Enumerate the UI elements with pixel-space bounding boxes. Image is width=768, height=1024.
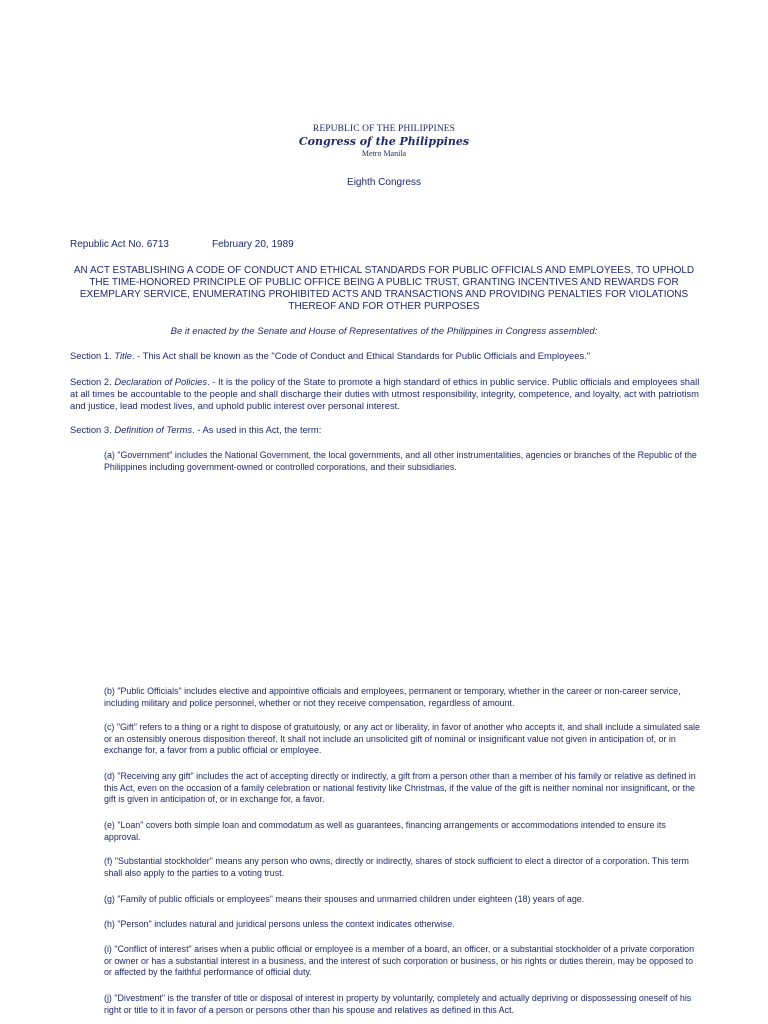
metro-manila-heading: Metro Manila: [361, 149, 407, 158]
section-3-heading: Definition of Terms: [114, 424, 193, 435]
definition-h: (h) "Person" includes natural and juridical persons unless the context indicates otherwise.: [104, 919, 455, 929]
section-2-heading: Declaration of Policies: [114, 376, 208, 387]
act-number-line: [70, 239, 294, 250]
definition-i: (i) "Conflict of interest" arises when a public official or employee is a member of a board, an officer, or a substantial stockholder of a private corporation or owner or has a substantial interest in a business, and the interest of such corporation or business, or his rights or duties therein, may be opposed to or affected by the faithful performance of official duty.: [104, 944, 695, 977]
enacting-clause: Be it enacted by the Senate and House of Representatives of the Philippines in Congress assembled:: [170, 326, 598, 337]
document-header: [0, 124, 768, 159]
section-2: [70, 376, 700, 412]
act-title: AN ACT ESTABLISHING A CODE OF CONDUCT AND ETHICAL STANDARDS FOR PUBLIC OFFICIALS AND EMPLOYEES, TO UPHOLD THE TIME-HONORED PRINCIPLE OF PUBLIC OFFICE BEING A PUBLIC TRUST, GRANTING INCENTIVES AND REWARDS FOR EXEMPLARY SERVICE, ENUMERATING PROHIBITED ACTS AND TRANSACTIONS AND PROVIDING PENALTIES FOR VIOLATIONS THEREOF AND FOR OTHER PURPOSES: [73, 265, 695, 312]
definition-b: (b) "Public Officials" includes elective and appointive officials and employees, permanent or temporary, whether in the career or non-career service, including military and police personnel, whether or not they receive compensation, regardless of amount.: [104, 686, 681, 708]
section-2-text: . - It is the policy of the State to promote a high standard of ethics in public service. Public officials and employees shall at all times be accountable to the people and shall discharge their duties with utmost responsibility, integrity, competence, and loyalty, act with patriotism and justice, lead modest lives, and uphold public interest over personal interest.: [70, 376, 700, 411]
section-3-text: . - As used in this Act, the term:: [192, 424, 322, 435]
section-1-text: . - This Act shall be known as the "Code of Conduct and Ethical Standards for Public Officials and Employees.": [131, 350, 591, 361]
act-date: February 20, 1989: [212, 239, 294, 250]
definition-c: (c) "Gift" refers to a thing or a right to dispose of gratuitously, or any act or liberality, in favor of another who accepts it, and shall include a simulated sale or an ostensibly onerous disposition thereof. It shall not include an unsolicited gift of nominal or insignificant value not given in anticipation of, or in exchange for, a favor from a public official or employee.: [104, 722, 700, 755]
section-1-prefix: Section 1.: [70, 350, 115, 361]
section-3-prefix: Section 3.: [70, 424, 115, 435]
definition-g: (g) "Family of public officials or employees" means their spouses and unmarried children under eighteen (18) years of age.: [104, 894, 585, 904]
definition-e: (e) "Loan" covers both simple loan and commodatum as well as guarantees, financing arrangements or accommodations intended to ensure its approval.: [104, 820, 666, 842]
act-number: Republic Act No. 6713: [70, 239, 169, 250]
section-1: [70, 350, 700, 362]
republic-heading: REPUBLIC OF THE PHILIPPINES: [312, 124, 456, 134]
congress-heading: Congress of the Philippines: [298, 135, 470, 148]
definition-d: (d) "Receiving any gift" includes the act of accepting directly or indirectly, a gift from a person other than a member of his family or relative as defined in this Act, even on the occasion of a family celebration or national festivity like Christmas, if the value of the gift is neither nominal nor insignificant, or the gift is given in anticipation of, or in exchange for, a favor.: [104, 771, 696, 804]
congress-session: Eighth Congress: [347, 177, 421, 188]
definition-j: (j) "Divestment" is the transfer of title or disposal of interest in property by voluntarily, completely and actually depriving or dispossessing oneself of his right or title to it in favor of a person or persons other than his spouse and relatives as defined in this Act.: [104, 993, 692, 1015]
section-3: [70, 424, 700, 436]
definition-a: (a) "Government" includes the National Government, the local governments, and all other instrumentalities, agencies or branches of the Republic of the Philippines including government-owned or controlled corporations, and their subsidiaries.: [104, 450, 697, 472]
section-2-prefix: Section 2.: [70, 376, 115, 387]
definition-f: (f) "Substantial stockholder" means any person who owns, directly or indirectly, shares of stock sufficient to elect a director of a corporation. This term shall also apply to the parties to a voting trust.: [104, 856, 689, 878]
section-1-heading: Title: [114, 350, 132, 361]
